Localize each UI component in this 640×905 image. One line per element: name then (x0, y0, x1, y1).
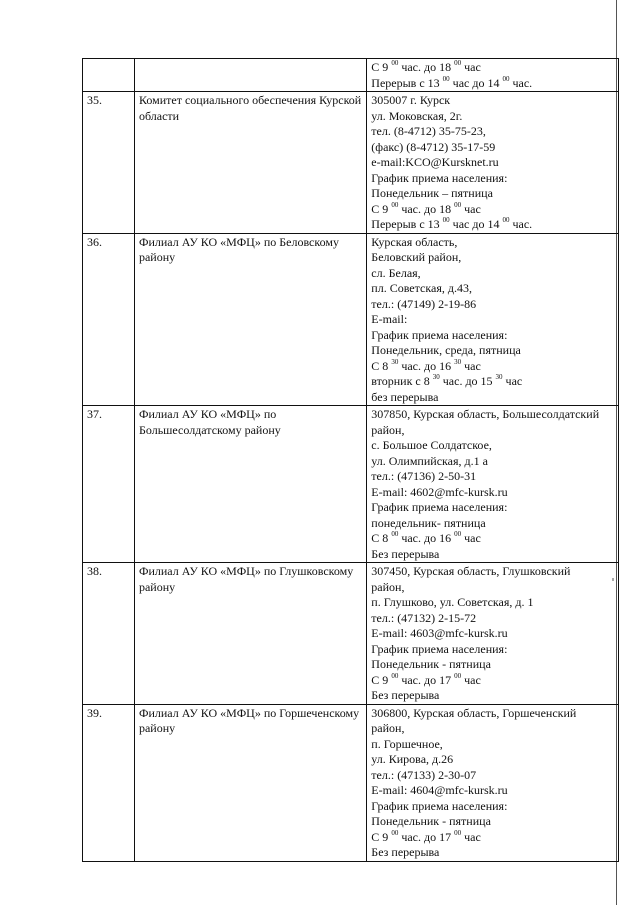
contact-info (367, 92, 619, 234)
time-minutes: 00 (391, 828, 399, 837)
contact-text: час. до 17 (398, 672, 455, 687)
contact-text: E-mail: (371, 312, 408, 326)
contact-text: 306800, Курская область, Горшеченский (371, 705, 577, 720)
contact-line (371, 752, 614, 768)
contact-text: час. до 15 (439, 374, 496, 388)
contact-text: район, (371, 422, 405, 437)
contact-text: Без перерыва (371, 546, 440, 561)
contact-text: E-mail: 4603@mfc-kursk.ru (371, 626, 508, 640)
time-minutes: 30 (454, 357, 462, 366)
time-minutes: 00 (454, 671, 462, 680)
contact-text: час. до 18 (398, 201, 455, 216)
contact-text: тел.: (47133) 2-30-07 (371, 767, 477, 782)
contact-line (371, 186, 614, 202)
contact-text: С 9 (371, 201, 392, 216)
contact-line (371, 657, 614, 673)
time-minutes: 30 (432, 373, 440, 381)
contact-line (371, 202, 614, 218)
contact-info (367, 563, 619, 705)
contact-text: ул. Кирова, д.26 (371, 752, 454, 766)
contact-text: График приема населения: (371, 641, 508, 656)
contact-text: п. Горшечное, (371, 736, 443, 751)
contact-text: сл. Белая, (371, 265, 421, 280)
contact-text: район, (371, 721, 405, 735)
contact-text: С 9 (371, 829, 392, 844)
contact-line (371, 611, 614, 627)
contact-line (371, 830, 614, 846)
table-row (83, 59, 619, 92)
contact-text: С 9 (371, 672, 392, 687)
contact-line (371, 814, 614, 830)
contact-text: п. Глушково, ул. Советская, д. 1 (371, 595, 534, 609)
contact-text: С 8 (371, 358, 392, 373)
row-number: 38. (83, 563, 135, 705)
contact-line (371, 768, 614, 784)
contact-line (371, 845, 614, 861)
contact-text: час. (509, 217, 533, 231)
time-minutes: 00 (454, 200, 462, 209)
contact-text: E-mail: 4602@mfc-kursk.ru (371, 484, 508, 499)
contact-text: понедельник- пятница (371, 515, 486, 530)
organization-name: Филиал АУ КО «МФЦ» по Горшеченскому району (134, 704, 366, 861)
contact-line (371, 390, 614, 406)
contact-line (371, 235, 614, 251)
contact-text: пл. Советская, д.43, (371, 281, 472, 295)
contact-text: График приема населения: (371, 500, 508, 514)
contact-line (371, 673, 614, 689)
contact-line (371, 485, 614, 501)
row-number: 35. (83, 92, 135, 234)
table-row (83, 563, 619, 705)
contact-text: Понедельник – пятница (371, 186, 493, 200)
contact-line (371, 343, 614, 359)
contact-line (371, 642, 614, 658)
contact-text: час (461, 531, 481, 545)
contact-text: час до 14 (449, 75, 503, 90)
contact-line (371, 469, 614, 485)
contact-text: 307450, Курская область, Глушковский (371, 564, 571, 578)
time-minutes: 00 (454, 59, 462, 67)
contact-text: (факс) (8-4712) 35-17-59 (371, 139, 496, 154)
contact-info (367, 233, 619, 406)
table-row (83, 704, 619, 861)
contact-line (371, 312, 614, 328)
contact-line (371, 783, 614, 799)
contact-text: Перерыв с 13 (371, 217, 443, 231)
contact-text: 307850, Курская область, Большесолдатский (371, 407, 600, 421)
time-minutes: 00 (442, 216, 450, 224)
contact-line (371, 297, 614, 313)
time-minutes: 00 (391, 59, 399, 67)
contact-line (371, 595, 614, 611)
contact-line (371, 281, 614, 297)
contact-text: час (461, 829, 481, 844)
contact-line (371, 93, 614, 109)
contact-text: тел.: (47136) 2-50-31 (371, 469, 477, 483)
contact-line (371, 124, 614, 140)
contact-text: час (461, 358, 481, 373)
row-number: 36. (83, 233, 135, 406)
contact-line (371, 109, 614, 125)
time-minutes: 30 (391, 357, 399, 366)
contact-text: час (461, 60, 481, 74)
contact-text: тел.: (47132) 2-15-72 (371, 610, 477, 625)
contact-text: час. до 17 (398, 829, 455, 844)
table-row (83, 233, 619, 406)
contact-line (371, 374, 614, 390)
contact-text: e-mail:KCO@Kursknet.ru (371, 155, 499, 169)
contact-line (371, 359, 614, 375)
contact-text: тел.: (47149) 2-19-86 (371, 296, 477, 311)
contact-line (371, 626, 614, 642)
time-minutes: 00 (502, 74, 510, 83)
time-minutes: 00 (391, 671, 399, 680)
time-minutes: 00 (454, 828, 462, 837)
contact-line (371, 60, 614, 76)
contact-line (371, 266, 614, 282)
contact-line (371, 140, 614, 156)
contact-line (371, 721, 614, 737)
time-minutes: 00 (391, 530, 399, 538)
contact-text: График приема населения: (371, 327, 508, 342)
table-row (83, 406, 619, 563)
contact-text: Беловский район, (371, 250, 462, 264)
row-number: 37. (83, 406, 135, 563)
contact-text: район, (371, 579, 405, 594)
contact-line (371, 423, 614, 439)
contact-line (371, 737, 614, 753)
contact-line (371, 531, 614, 547)
contact-text: E-mail: 4604@mfc-kursk.ru (371, 783, 508, 797)
organization-name: Филиал АУ КО «МФЦ» по Глушковскому району (134, 563, 366, 705)
contact-info (367, 704, 619, 861)
contact-text: час (461, 201, 481, 216)
offices-table (82, 58, 619, 862)
contact-line (371, 76, 614, 92)
organization-name (134, 59, 366, 92)
contact-line (371, 799, 614, 815)
contact-text: тел. (8-4712) 35-75-23, (371, 124, 486, 138)
contact-line (371, 688, 614, 704)
contact-line (371, 407, 614, 423)
contact-text: Без перерыва (371, 688, 440, 702)
contact-line (371, 547, 614, 563)
contact-text: С 9 (371, 60, 392, 74)
contact-text: Понедельник - пятница (371, 814, 491, 828)
time-minutes: 00 (391, 200, 399, 209)
contact-text: час. до 18 (398, 60, 455, 74)
contact-text: Без перерыва (371, 845, 440, 859)
contact-line (371, 706, 614, 722)
contact-text: час до 14 (449, 217, 503, 231)
contact-line (371, 454, 614, 470)
contact-text: Понедельник, среда, пятница (371, 343, 521, 357)
contact-text: ул. Олимпийская, д.1 а (371, 453, 488, 468)
contact-line (371, 155, 614, 171)
contact-line (371, 328, 614, 344)
contact-text: вторник с 8 (371, 374, 433, 388)
offices-table-body (83, 59, 619, 862)
contact-line (371, 580, 614, 596)
contact-text: Курская область, (371, 234, 458, 249)
contact-text: час. до 16 (398, 531, 455, 545)
contact-line (371, 564, 614, 580)
row-number: 39. (83, 704, 135, 861)
time-minutes: 00 (442, 74, 450, 83)
contact-line (371, 217, 614, 233)
contact-text: Понедельник - пятница (371, 657, 491, 671)
contact-line (371, 250, 614, 266)
contact-text: без перерыва (371, 389, 439, 404)
contact-text: Перерыв с 13 (371, 75, 443, 90)
organization-name: Филиал АУ КО «МФЦ» по Большесолдатскому району (134, 406, 366, 563)
time-minutes: 00 (454, 530, 462, 538)
contact-text: График приема населения: (371, 170, 508, 185)
contact-line (371, 438, 614, 454)
contact-text: С 8 (371, 531, 392, 545)
contact-info (367, 406, 619, 563)
contact-text: с. Большое Солдатское, (371, 438, 492, 452)
contact-text: час (461, 672, 481, 687)
row-number (83, 59, 135, 92)
contact-text: час. (509, 75, 533, 90)
contact-text: час (502, 374, 523, 388)
organization-name: Филиал АУ КО «МФЦ» по Беловскому району (134, 233, 366, 406)
contact-info (367, 59, 619, 92)
contact-line (371, 500, 614, 516)
contact-line (371, 516, 614, 532)
contact-text: ул. Моковская, 2г. (371, 108, 463, 123)
contact-text: час. до 16 (398, 358, 455, 373)
organization-name: Комитет социального обеспечения Курской области (134, 92, 366, 234)
time-minutes: 00 (502, 216, 510, 224)
contact-line (371, 171, 614, 187)
time-minutes: 30 (495, 373, 503, 381)
table-row (83, 92, 619, 234)
contact-text: 305007 г. Курск (371, 93, 451, 107)
contact-text: График приема населения: (371, 798, 508, 813)
